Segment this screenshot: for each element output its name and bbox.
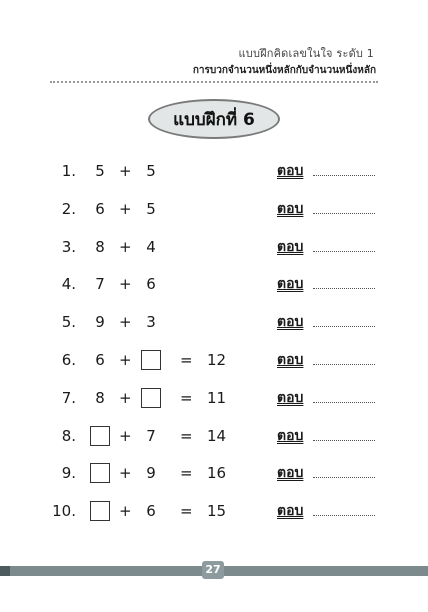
answer-line[interactable] <box>313 288 375 289</box>
answer-line[interactable] <box>313 402 375 403</box>
answer-line[interactable] <box>313 251 375 252</box>
first-addend: 8 <box>95 389 105 407</box>
equals-sign: = <box>180 502 193 520</box>
problem-number: 3. <box>61 238 76 256</box>
plus-sign: + <box>119 162 132 180</box>
plus-sign: + <box>119 351 132 369</box>
answer-label: ตอบ <box>277 239 304 255</box>
plus-sign: + <box>119 275 132 293</box>
second-addend: 9 <box>146 464 156 482</box>
second-addend: 5 <box>146 200 156 218</box>
answer-line[interactable] <box>313 326 375 327</box>
answer-label: ตอบ <box>277 314 304 330</box>
answer-label: ตอบ <box>277 163 304 179</box>
problem-row <box>0 498 428 524</box>
header-divider <box>50 81 378 83</box>
answer-box[interactable] <box>141 388 161 408</box>
first-addend: 6 <box>95 351 105 369</box>
problem-row <box>0 385 428 411</box>
problem-number: 2. <box>61 200 76 218</box>
first-addend: 7 <box>95 275 105 293</box>
equals-sign: = <box>180 427 193 445</box>
answer-label: ตอบ <box>277 465 304 481</box>
problem-number: 1. <box>61 162 76 180</box>
problem-number: 10. <box>52 502 76 520</box>
problem-row <box>0 158 428 184</box>
problem-row <box>0 271 428 297</box>
answer-box[interactable] <box>90 426 110 446</box>
problem-number: 6. <box>61 351 76 369</box>
answer-box[interactable] <box>141 350 161 370</box>
answer-label: ตอบ <box>277 201 304 217</box>
sum-result: 16 <box>207 464 227 482</box>
second-addend: 6 <box>146 502 156 520</box>
plus-sign: + <box>119 389 132 407</box>
plus-sign: + <box>119 238 132 256</box>
footer-bar-accent <box>0 566 10 576</box>
problem-number: 4. <box>61 275 76 293</box>
first-addend: 9 <box>95 313 105 331</box>
answer-label: ตอบ <box>277 428 304 444</box>
plus-sign: + <box>119 502 132 520</box>
second-addend: 3 <box>146 313 156 331</box>
sum-result: 15 <box>207 502 227 520</box>
problem-row <box>0 423 428 449</box>
answer-line[interactable] <box>313 515 375 516</box>
answer-label: ตอบ <box>277 276 304 292</box>
exercise-title: แบบฝึกที่ 6 <box>173 109 255 130</box>
answer-box[interactable] <box>90 501 110 521</box>
problem-row <box>0 234 428 260</box>
first-addend: 5 <box>95 162 105 180</box>
answer-line[interactable] <box>313 364 375 365</box>
problem-number: 7. <box>61 389 76 407</box>
answer-line[interactable] <box>313 213 375 214</box>
answer-line[interactable] <box>313 175 375 176</box>
first-addend: 8 <box>95 238 105 256</box>
problem-row <box>0 196 428 222</box>
problem-row <box>0 347 428 373</box>
exercise-title-badge <box>148 99 280 139</box>
equals-sign: = <box>180 389 193 407</box>
problem-row <box>0 309 428 335</box>
second-addend: 5 <box>146 162 156 180</box>
series-title: แบบฝึกคิดเลขในใจ ระดับ 1 <box>238 47 374 60</box>
equals-sign: = <box>180 464 193 482</box>
problem-number: 9. <box>61 464 76 482</box>
answer-box[interactable] <box>90 463 110 483</box>
answer-line[interactable] <box>313 440 375 441</box>
problem-number: 5. <box>61 313 76 331</box>
problem-row <box>0 460 428 486</box>
answer-label: ตอบ <box>277 503 304 519</box>
sum-result: 12 <box>207 351 227 369</box>
second-addend: 4 <box>146 238 156 256</box>
plus-sign: + <box>119 427 132 445</box>
answer-label: ตอบ <box>277 352 304 368</box>
first-addend: 6 <box>95 200 105 218</box>
second-addend: 6 <box>146 275 156 293</box>
plus-sign: + <box>119 200 132 218</box>
lesson-subtitle: การบวกจำนวนหนึ่งหลักกับจำนวนหนึ่งหลัก <box>192 65 376 76</box>
plus-sign: + <box>119 313 132 331</box>
answer-line[interactable] <box>313 477 375 478</box>
equals-sign: = <box>180 351 193 369</box>
answer-label: ตอบ <box>277 390 304 406</box>
page-number: 27 <box>202 561 224 579</box>
problem-number: 8. <box>61 427 76 445</box>
plus-sign: + <box>119 464 132 482</box>
sum-result: 11 <box>207 389 227 407</box>
second-addend: 7 <box>146 427 156 445</box>
sum-result: 14 <box>207 427 227 445</box>
